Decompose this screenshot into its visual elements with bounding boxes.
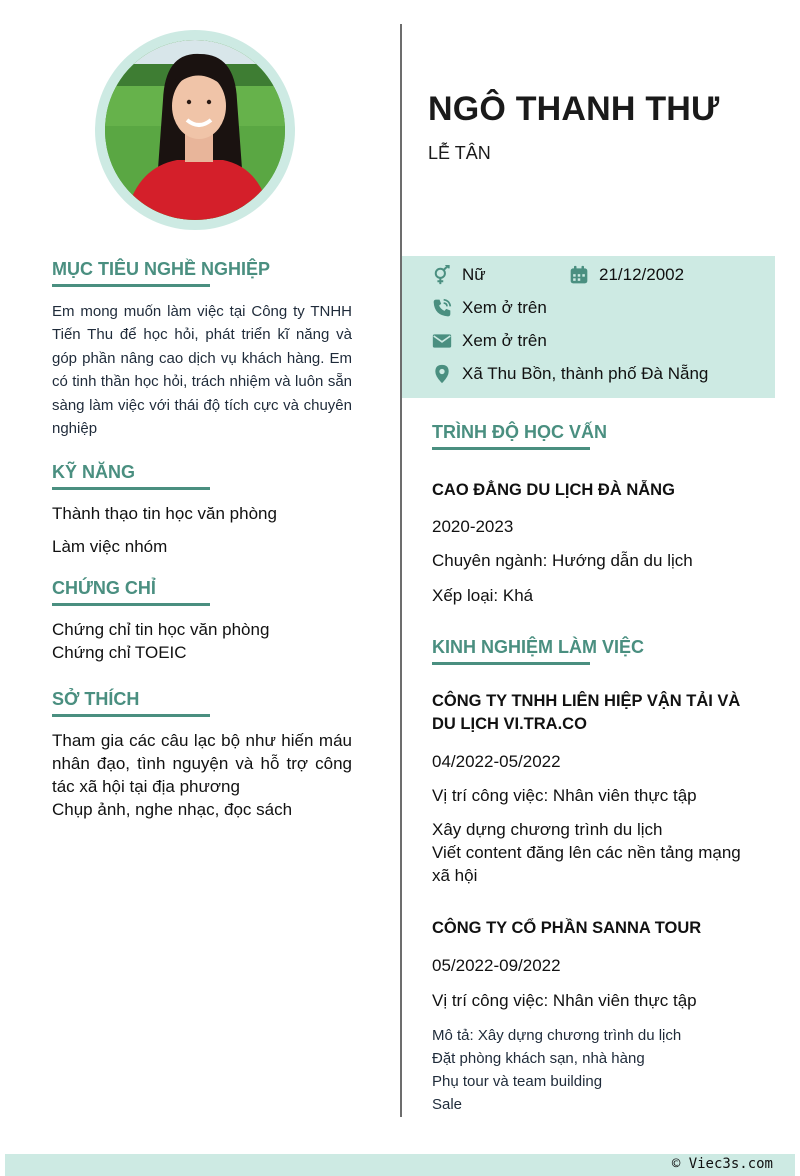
job-task: Xây dựng chương trình du lịch [432, 820, 663, 839]
location-icon [432, 364, 452, 384]
contact-email [432, 331, 547, 351]
gender-icon [432, 265, 452, 285]
job-period: 04/2022-05/2022 [432, 752, 561, 771]
objective-text: Em mong muốn làm việc tại Công ty TNHH Tiến Thu để học hỏi, phát triển kĩ năng và góp phần nâng cao dịch vụ khách hàng. Em có tinh thần học hỏi, trách nhiệm và luôn sẵn sàng làm việc với thái độ tích cực và chuyên nghiệp [52, 303, 352, 438]
job-position: Vị trí công việc: Nhân viên thực tập [432, 991, 697, 1010]
candidate-role: LỄ TÂN [428, 143, 491, 163]
objective-section [52, 258, 352, 287]
education-title: TRÌNH ĐỘ HỌC VẤN [432, 422, 607, 442]
job-task: Mô tả: Xây dựng chương trình du lịch [432, 1027, 682, 1044]
job-position: Vị trí công việc: Nhân viên thực tập [432, 786, 697, 805]
hobbies-underline [52, 714, 210, 717]
hobbies-section [52, 688, 352, 717]
contact-birthday [569, 265, 684, 285]
education-period: 2020-2023 [432, 517, 514, 536]
skill-item: Làm việc nhóm [52, 537, 168, 556]
job-company: CÔNG TY CỔ PHẦN SANNA TOUR [432, 919, 702, 937]
job-company: CÔNG TY TNHH LIÊN HIỆP VẬN TẢI VÀ DU LỊCH VI.TRA.CO [432, 692, 741, 733]
birthday-value: 21/12/2002 [599, 265, 685, 284]
email-icon [432, 331, 452, 351]
contact-panel [402, 256, 775, 398]
contact-phone [432, 298, 547, 318]
certificates-title: CHỨNG CHỈ [52, 578, 156, 598]
footer-copyright: © Viec3s.com [671, 1156, 773, 1172]
experience-title: KINH NGHIỆM LÀM VIỆC [432, 637, 645, 657]
job-task: Đặt phòng khách sạn, nhà hàng [432, 1050, 645, 1067]
job-task: Phụ tour và team building [432, 1073, 603, 1090]
avatar [105, 40, 285, 220]
candidate-name: NGÔ THANH THƯ [428, 90, 720, 128]
phone-value: Xem ở trên [462, 298, 547, 317]
certificates-section [52, 577, 352, 606]
job-period: 05/2022-09/2022 [432, 956, 561, 975]
experience-underline [432, 662, 590, 665]
avatar-photo [105, 40, 285, 220]
footer-bar [5, 1154, 795, 1176]
certificate-item: Chứng chỉ TOEIC [52, 643, 187, 662]
experience-section [432, 636, 762, 665]
phone-icon [432, 298, 452, 318]
skills-underline [52, 487, 210, 490]
email-value: Xem ở trên [462, 331, 547, 350]
certificate-item: Chứng chỉ tin học văn phòng [52, 620, 270, 639]
hobbies-title: SỞ THÍCH [52, 689, 140, 709]
job-task: Sale [432, 1096, 463, 1113]
contact-address [432, 364, 708, 384]
school-name: CAO ĐẲNG DU LỊCH ĐÀ NẴNG [432, 481, 675, 499]
education-major: Chuyên ngành: Hướng dẫn du lịch [432, 551, 693, 570]
column-divider [400, 24, 402, 1117]
address-value: Xã Thu Bồn, thành phố Đà Nẵng [462, 364, 709, 383]
avatar-frame [95, 30, 295, 230]
education-grade: Xếp loại: Khá [432, 586, 534, 605]
contact-gender [432, 265, 486, 285]
hobby-item: Chụp ảnh, nghe nhạc, đọc sách [52, 800, 293, 819]
certificates-underline [52, 603, 210, 606]
job-task: Viết content đăng lên các nền tảng mạng xã hội [432, 843, 741, 885]
education-underline [432, 447, 590, 450]
skill-item: Thành thạo tin học văn phòng [52, 504, 277, 523]
skills-section [52, 461, 352, 490]
hobby-item: Tham gia các câu lạc bộ như hiến máu nhân đạo, tình nguyện và hỗ trợ công tác xã hội tại địa phương [52, 731, 352, 796]
education-section [432, 421, 762, 450]
skills-title: KỸ NĂNG [52, 462, 136, 482]
objective-title: MỤC TIÊU NGHỀ NGHIỆP [52, 259, 271, 279]
gender-value: Nữ [462, 265, 486, 284]
objective-underline [52, 284, 210, 287]
calendar-icon [569, 265, 589, 285]
